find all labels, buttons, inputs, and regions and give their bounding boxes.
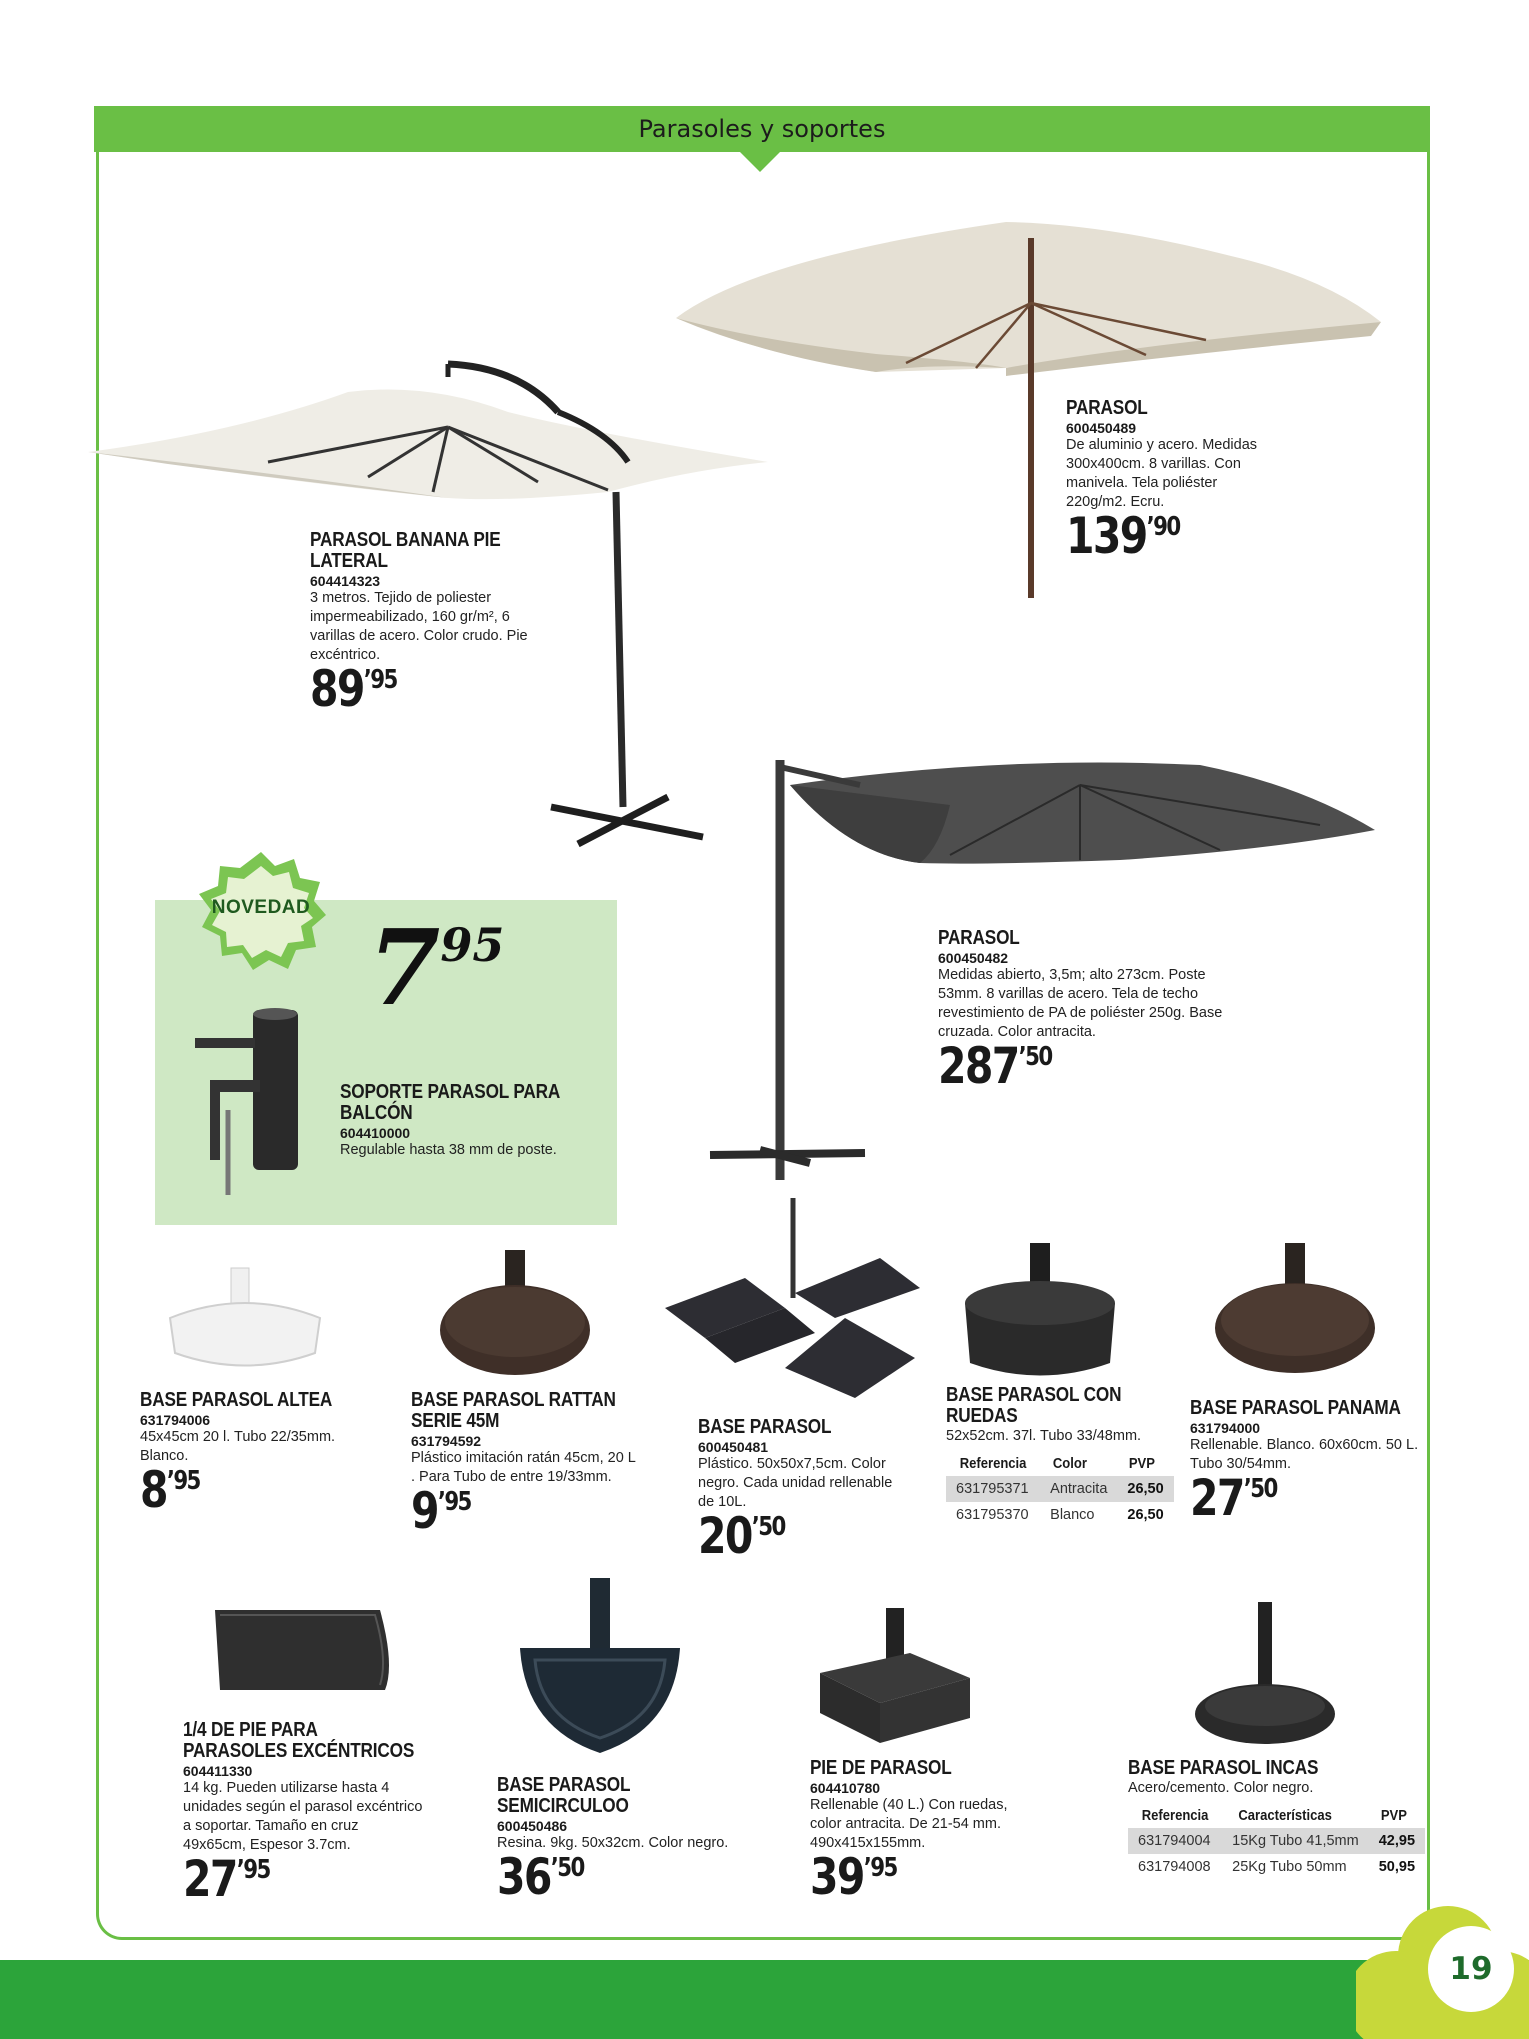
price-dec: ’95 — [863, 1853, 897, 1883]
price-int: 36 — [497, 1848, 551, 1906]
product-desc: De aluminio y acero. Medidas 300x400cm. 8 varillas. Con manivela. Tela poliéster 220g/m2. Ecru. — [1066, 437, 1258, 510]
product-title: BASE PARASOL PANAMA — [1190, 1397, 1401, 1419]
page-number: 19 — [1428, 1926, 1514, 2012]
product-ref: 631794006 — [140, 1412, 211, 1428]
product-desc: 14 kg. Pueden utilizarse hasta 4 unidades según el parasol excéntrico a soportar. Tamaño en cruz 49x65cm, Espesor 3.7cm. — [183, 1780, 423, 1853]
table-header: Color — [1053, 1456, 1088, 1472]
product-desc: Plástico. 50x50x7,5cm. Color negro. Cada unidad rellenable de 10L. — [698, 1456, 893, 1510]
table-header: Referencia — [1141, 1808, 1209, 1824]
product-ref: 604414323 — [310, 573, 381, 589]
table-row — [946, 1502, 1174, 1528]
product-price — [698, 1507, 862, 1565]
price-int: 27 — [1190, 1469, 1244, 1527]
product-desc: Rellenable. Blanco. 60x60cm. 50 L. Tubo 30/54mm. — [1190, 1437, 1419, 1472]
product-title: BASE PARASOL RATTAN SERIE 45M — [411, 1389, 616, 1432]
table-header-row — [1128, 1804, 1425, 1828]
price-dec: ’90 — [1146, 512, 1180, 542]
table-cell: Blanco — [1050, 1507, 1095, 1523]
price-int: 89 — [310, 660, 364, 718]
price-dec: ’95 — [437, 1487, 471, 1517]
table-row — [1128, 1828, 1425, 1854]
product-desc: Rellenable (40 L.) Con ruedas, color antracita. De 21-54 mm. 490x415x155mm. — [810, 1797, 1008, 1851]
product-desc: Medidas abierto, 3,5m; alto 273cm. Poste 53mm. 8 varillas de acero. Tela de techo revestimiento de PA de poliéster 250g. Base cruzada. Color antracita. — [938, 967, 1223, 1040]
price-dec: ’50 — [1018, 1042, 1052, 1072]
product-title: PIE DE PARASOL — [810, 1757, 952, 1779]
price-int: 287 — [938, 1037, 1019, 1095]
table-header-row — [946, 1452, 1174, 1476]
table-cell: 25Kg Tubo 50mm — [1232, 1859, 1347, 1875]
pie-parasol-image — [820, 1608, 970, 1748]
product-soporte-balcon — [340, 1082, 610, 1160]
product-price — [310, 660, 499, 718]
product-desc: 52x52cm. 37l. Tubo 33/48mm. — [946, 1428, 1142, 1444]
price-int: 27 — [183, 1850, 237, 1908]
product-price — [140, 1461, 329, 1519]
product-title: BASE PARASOL INCAS — [1128, 1757, 1319, 1779]
price-int: 39 — [810, 1848, 864, 1906]
ruedas-ref-table — [946, 1452, 1174, 1528]
price-int: 139 — [1066, 507, 1147, 565]
product-price — [183, 1850, 380, 1908]
product-ref: 600450482 — [938, 950, 1009, 966]
section-title: Parasoles y soportes — [94, 106, 1430, 152]
table-header: Referencia — [959, 1456, 1027, 1472]
product-parasol-banana — [310, 529, 540, 718]
price-int: 8 — [140, 1461, 167, 1519]
table-cell-price: 26,50 — [1127, 1507, 1164, 1523]
table-header: Características — [1238, 1808, 1333, 1824]
base-incas-image — [1185, 1602, 1345, 1752]
product-price — [810, 1848, 986, 1906]
price-int: 9 — [411, 1482, 438, 1540]
product-desc: Resina. 9kg. 50x32cm. Color negro. — [497, 1835, 729, 1851]
product-ref: 604410000 — [340, 1125, 411, 1141]
price-dec: ’50 — [1243, 1474, 1277, 1504]
product-desc: Regulable hasta 38 mm de poste. — [340, 1142, 557, 1158]
product-price — [938, 1037, 1184, 1095]
product-desc: Acero/cemento. Color negro. — [1128, 1780, 1314, 1796]
product-ref: 600450486 — [497, 1818, 568, 1834]
table-cell: 631794004 — [1128, 1828, 1222, 1854]
table-header: PVP — [1380, 1808, 1407, 1824]
price-dec: ’95 — [166, 1466, 200, 1496]
product-desc: 45x45cm 20 l. Tubo 22/35mm. Blanco. — [140, 1429, 336, 1464]
product-parasol-antracita — [938, 927, 1238, 1095]
product-base-plastico — [698, 1416, 898, 1565]
product-price — [411, 1482, 596, 1540]
base-semicirculo-image — [515, 1578, 685, 1758]
novedad-price — [368, 906, 505, 1029]
product-title: BASE PARASOL SEMICIRCULOO — [497, 1774, 631, 1817]
table-cell-price: 42,95 — [1369, 1828, 1425, 1854]
price-dec: ’95 — [236, 1855, 270, 1885]
table-header: PVP — [1129, 1456, 1156, 1472]
novedad-badge-label: NOVEDAD — [211, 897, 311, 918]
product-title: PARASOL — [1066, 397, 1148, 419]
product-title: SOPORTE PARASOL PARA BALCÓN — [340, 1081, 560, 1124]
base-rattan-image — [435, 1250, 595, 1380]
product-title: BASE PARASOL CON RUEDAS — [946, 1384, 1122, 1427]
table-row — [946, 1476, 1174, 1502]
base-plastico-image — [665, 1198, 920, 1398]
product-base-panama — [1190, 1397, 1422, 1527]
soporte-balcon-image — [190, 1010, 320, 1200]
product-price — [1066, 507, 1238, 565]
base-altea-image — [165, 1268, 325, 1378]
product-ref: 600450481 — [698, 1439, 769, 1455]
product-title: PARASOL BANANA PIE LATERAL — [310, 529, 501, 572]
base-cuarto-image — [200, 1605, 400, 1705]
table-cell-price: 50,95 — [1378, 1859, 1416, 1875]
price-dec: ’95 — [363, 665, 397, 695]
product-base-cuarto — [183, 1719, 423, 1908]
product-price — [1190, 1469, 1380, 1527]
novedad-price-int: 7 — [368, 906, 441, 1029]
product-price — [497, 1848, 710, 1906]
price-dec: ’50 — [550, 1853, 584, 1883]
product-ref: 604410780 — [810, 1780, 881, 1796]
product-ref: 604411330 — [183, 1763, 253, 1779]
price-int: 20 — [698, 1507, 752, 1565]
product-title: BASE PARASOL ALTEA — [140, 1389, 333, 1411]
header-arrow-icon — [738, 150, 782, 172]
footer-band — [0, 1960, 1529, 2039]
novedad-price-dec: 95 — [440, 918, 505, 972]
table-cell: 15Kg Tubo 41,5mm — [1222, 1828, 1369, 1854]
product-base-semicirculo — [497, 1774, 757, 1906]
product-ref: 631794000 — [1190, 1420, 1261, 1436]
product-parasol-ecru — [1066, 397, 1276, 565]
product-ref: 631794592 — [411, 1433, 482, 1449]
product-ref: 600450489 — [1066, 420, 1137, 436]
product-base-altea — [140, 1389, 370, 1519]
incas-ref-table — [1128, 1804, 1425, 1880]
product-base-incas — [1128, 1758, 1418, 1880]
product-base-ruedas — [946, 1385, 1171, 1528]
product-title: 1/4 DE PIE PARA PARASOLES EXCÉNTRICOS — [183, 1719, 415, 1762]
base-panama-image — [1210, 1243, 1380, 1378]
table-cell: 631795370 — [956, 1507, 1029, 1523]
table-cell-price: 26,50 — [1117, 1476, 1173, 1502]
table-row — [1128, 1854, 1425, 1880]
table-cell: 631794008 — [1138, 1859, 1211, 1875]
product-title: BASE PARASOL — [698, 1416, 832, 1438]
base-ruedas-image — [960, 1243, 1120, 1388]
product-desc: 3 metros. Tejido de poliester impermeabilizado, 160 gr/m², 6 varillas de acero. Color crudo. Pie excéntrico. — [310, 590, 528, 663]
product-title: PARASOL — [938, 927, 1020, 949]
product-desc: Plástico imitación ratán 45cm, 20 L . Para Tubo de entre 19/33mm. — [411, 1450, 636, 1485]
product-pie-parasol — [810, 1757, 1025, 1906]
table-cell: Antracita — [1040, 1476, 1117, 1502]
table-cell: 631795371 — [946, 1476, 1040, 1502]
price-dec: ’50 — [751, 1512, 785, 1542]
product-base-rattan — [411, 1389, 636, 1540]
parasol-ecru-image — [676, 218, 1386, 603]
